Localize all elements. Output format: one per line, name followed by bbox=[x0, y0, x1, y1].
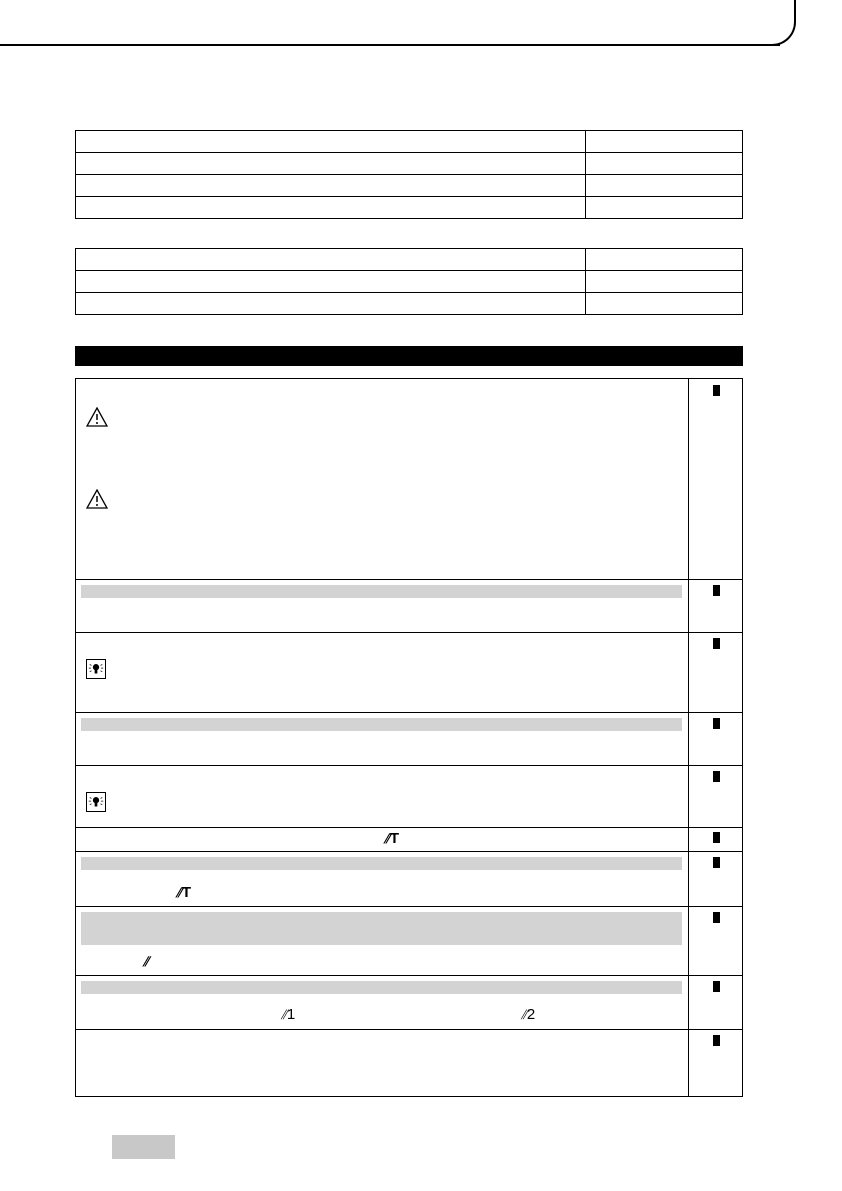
spec-table-1 bbox=[75, 130, 743, 219]
step-marker bbox=[713, 1035, 720, 1046]
table-row bbox=[76, 249, 743, 271]
step-marker-cell bbox=[688, 906, 742, 975]
step-marker-cell bbox=[688, 712, 742, 765]
highlight-bar bbox=[81, 585, 682, 598]
step-marker-cell bbox=[688, 1029, 742, 1096]
step-marker-cell bbox=[688, 765, 742, 827]
step-marker bbox=[713, 718, 720, 729]
highlight-bar bbox=[81, 857, 682, 870]
instruction-row bbox=[76, 827, 742, 852]
instruction-row bbox=[76, 851, 742, 907]
table-row bbox=[76, 197, 743, 219]
step-marker-cell bbox=[688, 632, 742, 712]
table-row bbox=[76, 293, 743, 315]
page-number-tab bbox=[112, 1135, 175, 1159]
needle-position-2-icon: ⫽2 bbox=[520, 1006, 536, 1023]
highlight-bar bbox=[81, 912, 682, 945]
step-marker bbox=[713, 771, 720, 782]
table-row bbox=[76, 131, 743, 153]
warning-icon bbox=[86, 407, 108, 427]
instruction-table bbox=[75, 378, 743, 1097]
needle-tension-icon: ⫽T bbox=[175, 884, 191, 901]
table-row bbox=[76, 271, 743, 293]
step-marker bbox=[713, 981, 720, 992]
table-row bbox=[76, 175, 743, 197]
table-row bbox=[76, 153, 743, 175]
step-marker bbox=[713, 832, 720, 843]
step-marker-cell bbox=[688, 851, 742, 906]
step-marker bbox=[713, 638, 720, 649]
header-rule bbox=[0, 44, 780, 46]
step-marker-cell bbox=[688, 975, 742, 1029]
step-marker-cell bbox=[688, 379, 742, 579]
needle-tension-icon: ⫽T bbox=[383, 830, 399, 847]
needle-position-1-icon: ⫽1 bbox=[280, 1006, 296, 1023]
warning-icon bbox=[86, 489, 108, 509]
instruction-row bbox=[76, 712, 742, 766]
highlight-bar bbox=[81, 981, 682, 994]
step-marker bbox=[713, 857, 720, 868]
instruction-row-tip bbox=[76, 632, 742, 713]
step-marker bbox=[713, 912, 720, 923]
step-marker-cell bbox=[688, 579, 742, 632]
highlight-bar bbox=[81, 718, 682, 731]
lamp-icon bbox=[86, 659, 106, 679]
instruction-row bbox=[76, 906, 742, 976]
section-header-bar bbox=[75, 346, 743, 366]
step-marker bbox=[713, 585, 720, 596]
step-marker-cell bbox=[688, 827, 742, 851]
instruction-row bbox=[76, 975, 742, 1030]
header-corner bbox=[760, 0, 796, 46]
spec-table-2 bbox=[75, 248, 743, 315]
step-marker bbox=[713, 385, 720, 396]
instruction-row-tip bbox=[76, 765, 742, 828]
instruction-row bbox=[76, 579, 742, 633]
lamp-icon bbox=[86, 792, 106, 812]
needle-icon: ⫽ bbox=[142, 954, 151, 969]
instruction-row bbox=[76, 1029, 742, 1096]
instruction-row-warnings bbox=[76, 379, 742, 580]
